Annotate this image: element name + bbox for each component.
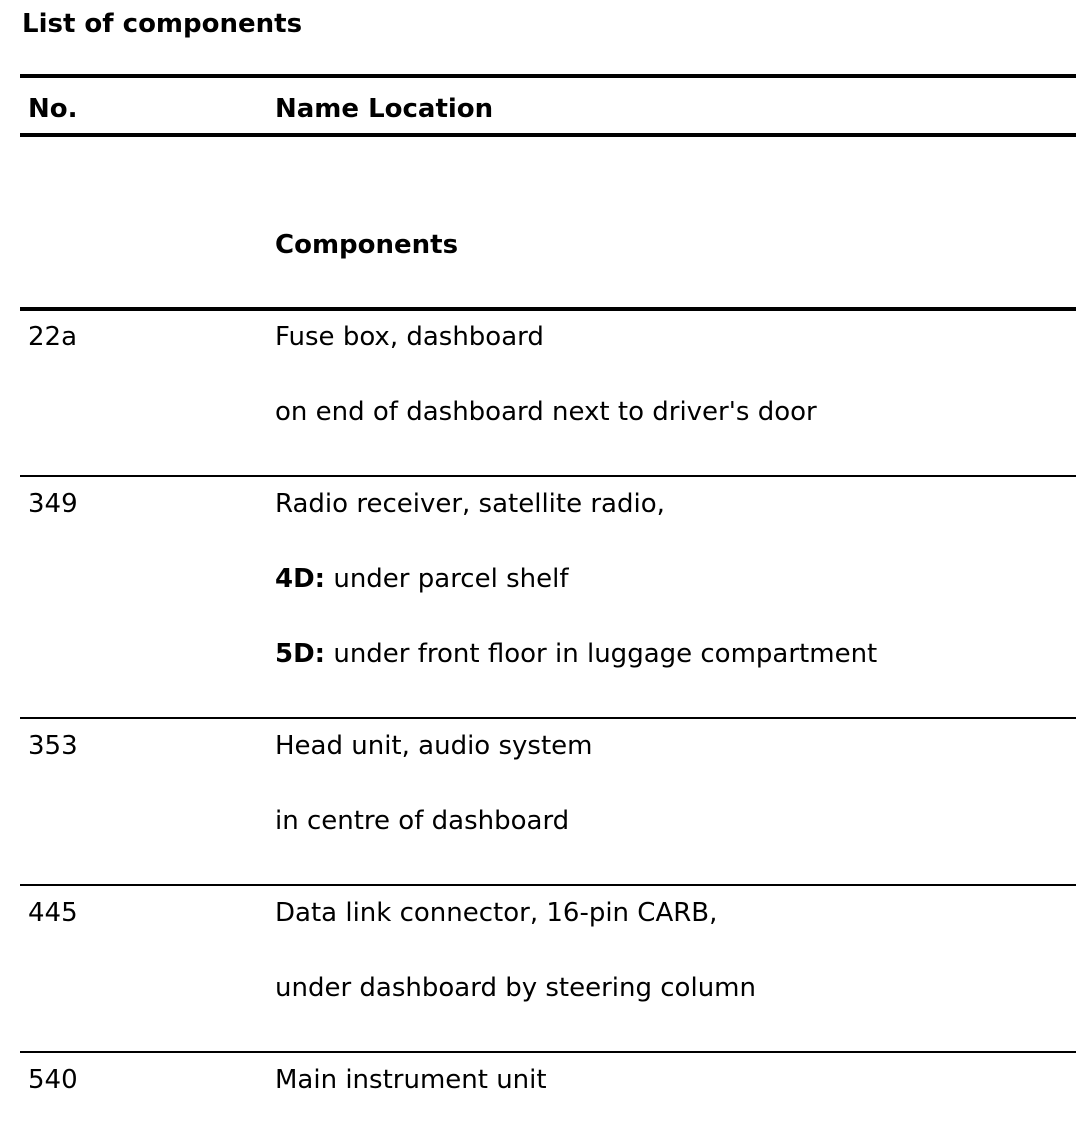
row-location: under dashboard by steering column [275, 973, 756, 1003]
variant-text: under parcel shelf [325, 564, 569, 594]
row-name: Head unit, audio system [275, 731, 593, 761]
header-name-location: Name Location [275, 94, 494, 124]
page-title: List of components [22, 9, 303, 39]
row-variant [275, 636, 877, 672]
row-divider [20, 1051, 1076, 1053]
row-divider [20, 884, 1076, 886]
row-no: 353 [28, 731, 78, 761]
section-heading: Components [275, 230, 459, 260]
row-location: in centre of dashboard [275, 806, 570, 836]
row-divider [20, 717, 1076, 719]
rule-header [20, 133, 1076, 137]
row-no: 349 [28, 489, 78, 519]
row-no: 540 [28, 1065, 78, 1095]
row-name: Data link connector, 16-pin CARB, [275, 898, 718, 928]
row-no: 445 [28, 898, 78, 928]
row-name: Fuse box, dashboard [275, 322, 544, 352]
variant-text: under front floor in luggage compartment [325, 639, 878, 669]
row-name: Radio receiver, satellite radio, [275, 489, 665, 519]
row-location: on end of dashboard next to driver's door [275, 397, 817, 427]
header-no: No. [28, 94, 78, 124]
row-no: 22a [28, 322, 78, 352]
variant-label: 4D: [275, 564, 326, 594]
rule-top [20, 74, 1076, 78]
row-variant [275, 561, 569, 597]
row-name: Main instrument unit [275, 1065, 547, 1095]
row-divider [20, 475, 1076, 477]
rule-section [20, 307, 1076, 311]
variant-label: 5D: [275, 639, 326, 669]
